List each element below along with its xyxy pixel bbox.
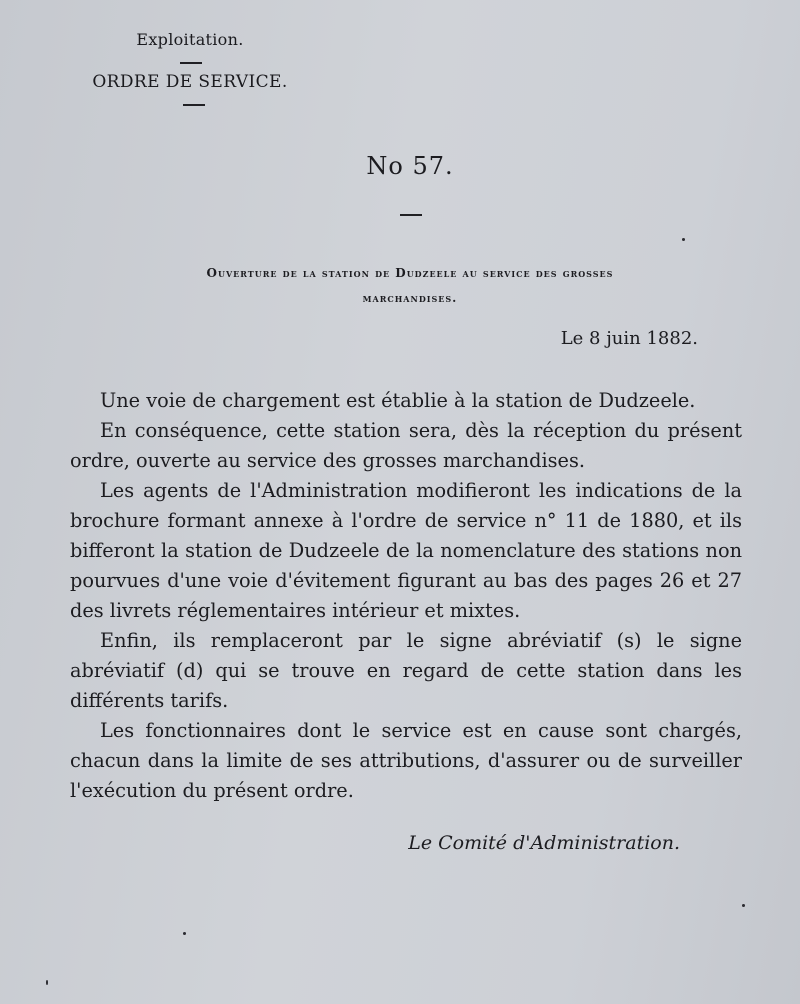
divider [400, 214, 422, 216]
paper-speck [682, 238, 685, 241]
divider [180, 62, 202, 64]
paragraph: Enfin, ils remplaceront par le signe abréviatif (s) le signe abréviatif (d) qui se trouve en regard de cette station dans les différents tarifs. [70, 629, 742, 712]
subject-line-1: Ouverture de la station de Dudzeele au service des grosses [206, 266, 614, 280]
subject-line-2: marchandises. [362, 291, 458, 305]
paper-speck [183, 932, 186, 935]
paragraph: Les agents de l'Administration modifieront les indications de la brochure formant annexe à l'ordre de service n° 11 de 1880, et ils bifferont la station de Dudzeele de la nomenclature des stations non pourvues d'une voie d'évitement figurant au bas des pages 26 et 27 des livrets réglementaires intérieur et mixtes. [70, 479, 742, 622]
department-heading: Exploitation. [136, 30, 244, 49]
order-body [70, 386, 742, 806]
paragraph: Les fonctionnaires dont le service est en cause sont chargés, chacun dans la limite de ses attributions, d'assurer ou de surveiller l'exécution du présent ordre. [70, 719, 742, 802]
paragraph: En conséquence, cette station sera, dès la réception du présent ordre, ouverte au service des grosses marchandises. [70, 419, 742, 472]
paragraph: Une voie de chargement est établie à la station de Dudzeele. [100, 389, 696, 412]
signature: Le Comité d'Administration. [408, 832, 680, 854]
order-type-heading: ORDRE DE SERVICE. [92, 72, 288, 92]
order-number: No 57. [366, 152, 454, 180]
order-date: Le 8 juin 1882. [560, 328, 698, 349]
paper-speck [46, 980, 48, 985]
paper-speck [742, 904, 745, 907]
divider [183, 104, 205, 106]
